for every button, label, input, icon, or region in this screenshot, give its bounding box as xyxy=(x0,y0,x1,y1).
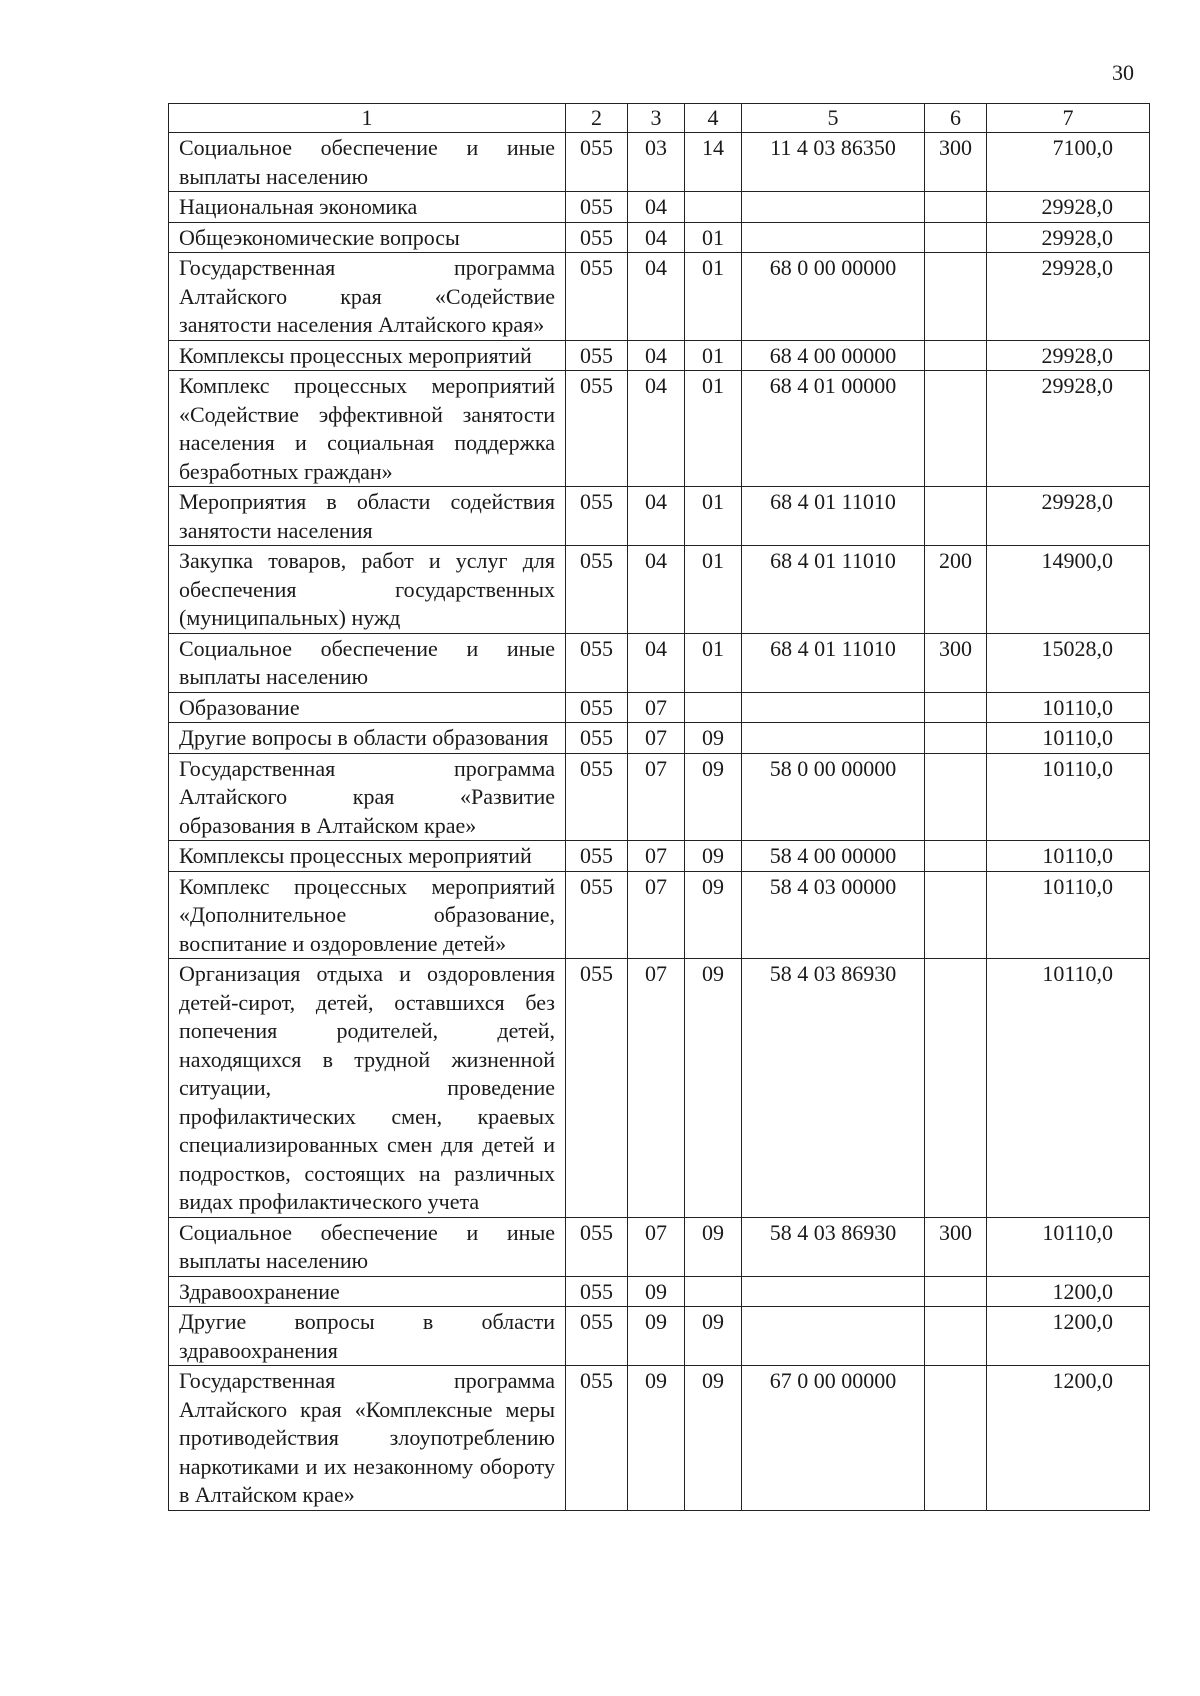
row-target-article-cell: 58 4 03 00000 xyxy=(742,871,925,959)
row-section-cell: 09 xyxy=(628,1307,685,1366)
row-target-article-cell: 11 4 03 86350 xyxy=(742,133,925,192)
row-code-cell: 055 xyxy=(566,192,628,223)
table-row xyxy=(169,371,1150,487)
row-subsection-cell: 01 xyxy=(685,371,742,487)
row-code-cell: 055 xyxy=(566,371,628,487)
table-row xyxy=(169,1366,1150,1511)
budget-table xyxy=(168,103,1150,1511)
table-row xyxy=(169,546,1150,634)
row-code-cell: 055 xyxy=(566,133,628,192)
row-code-cell: 055 xyxy=(566,222,628,253)
row-expense-type-cell xyxy=(925,192,987,223)
row-amount-cell: 15028,0 xyxy=(987,633,1150,692)
row-code-cell: 055 xyxy=(566,633,628,692)
row-section-cell: 04 xyxy=(628,192,685,223)
row-name-cell: Национальная экономика xyxy=(169,192,566,223)
table-row xyxy=(169,723,1150,754)
row-amount-cell: 10110,0 xyxy=(987,959,1150,1218)
row-amount-cell: 29928,0 xyxy=(987,253,1150,341)
row-expense-type-cell: 300 xyxy=(925,133,987,192)
row-section-cell: 07 xyxy=(628,1217,685,1276)
row-subsection-cell: 01 xyxy=(685,340,742,371)
table-row xyxy=(169,753,1150,841)
row-expense-type-cell xyxy=(925,841,987,872)
column-header: 3 xyxy=(628,104,685,133)
row-expense-type-cell xyxy=(925,371,987,487)
row-name-cell: Комплексы процессных мероприятий xyxy=(169,841,566,872)
row-target-article-cell: 68 4 01 11010 xyxy=(742,546,925,634)
row-subsection-cell: 09 xyxy=(685,959,742,1218)
row-name-cell: Государственная программа Алтайского края «Развитие образования в Алтайском крае» xyxy=(169,753,566,841)
page-number: 30 xyxy=(1112,60,1134,85)
row-target-article-cell: 58 4 00 00000 xyxy=(742,841,925,872)
table-row xyxy=(169,192,1150,223)
row-name-cell: Социальное обеспечение и иные выплаты населению xyxy=(169,133,566,192)
row-expense-type-cell xyxy=(925,340,987,371)
row-section-cell: 07 xyxy=(628,723,685,754)
row-name-cell: Социальное обеспечение и иные выплаты населению xyxy=(169,633,566,692)
row-code-cell: 055 xyxy=(566,487,628,546)
column-header: 6 xyxy=(925,104,987,133)
row-code-cell: 055 xyxy=(566,723,628,754)
column-header: 7 xyxy=(987,104,1150,133)
column-header: 1 xyxy=(169,104,566,133)
row-subsection-cell xyxy=(685,192,742,223)
row-subsection-cell xyxy=(685,692,742,723)
table-header-row xyxy=(169,104,1150,133)
row-amount-cell: 29928,0 xyxy=(987,371,1150,487)
row-expense-type-cell xyxy=(925,692,987,723)
row-target-article-cell: 67 0 00 00000 xyxy=(742,1366,925,1511)
row-amount-cell: 1200,0 xyxy=(987,1276,1150,1307)
table-row xyxy=(169,633,1150,692)
table-row xyxy=(169,692,1150,723)
row-name-cell: Общеэкономические вопросы xyxy=(169,222,566,253)
row-subsection-cell: 09 xyxy=(685,1307,742,1366)
row-code-cell: 055 xyxy=(566,753,628,841)
row-target-article-cell: 68 4 00 00000 xyxy=(742,340,925,371)
row-code-cell: 055 xyxy=(566,871,628,959)
row-amount-cell: 1200,0 xyxy=(987,1366,1150,1511)
row-expense-type-cell xyxy=(925,1276,987,1307)
table-row xyxy=(169,340,1150,371)
row-section-cell: 04 xyxy=(628,253,685,341)
row-amount-cell: 10110,0 xyxy=(987,871,1150,959)
row-target-article-cell: 68 4 01 00000 xyxy=(742,371,925,487)
row-section-cell: 04 xyxy=(628,633,685,692)
row-subsection-cell: 09 xyxy=(685,871,742,959)
row-subsection-cell: 09 xyxy=(685,1366,742,1511)
row-name-cell: Комплекс процессных мероприятий «Содействие эффективной занятости населения и социальная поддержка безработных граждан» xyxy=(169,371,566,487)
row-target-article-cell: 58 0 00 00000 xyxy=(742,753,925,841)
row-section-cell: 04 xyxy=(628,222,685,253)
row-expense-type-cell xyxy=(925,723,987,754)
row-target-article-cell xyxy=(742,1307,925,1366)
row-name-cell: Мероприятия в области содействия занятости населения xyxy=(169,487,566,546)
row-code-cell: 055 xyxy=(566,1217,628,1276)
row-expense-type-cell xyxy=(925,1366,987,1511)
row-code-cell: 055 xyxy=(566,959,628,1218)
table-row xyxy=(169,1307,1150,1366)
table-row xyxy=(169,133,1150,192)
table-row xyxy=(169,1217,1150,1276)
row-amount-cell: 10110,0 xyxy=(987,723,1150,754)
row-subsection-cell: 09 xyxy=(685,753,742,841)
row-section-cell: 04 xyxy=(628,546,685,634)
row-expense-type-cell: 200 xyxy=(925,546,987,634)
row-name-cell: Здравоохранение xyxy=(169,1276,566,1307)
table-row xyxy=(169,487,1150,546)
row-expense-type-cell xyxy=(925,487,987,546)
row-code-cell: 055 xyxy=(566,1276,628,1307)
row-name-cell: Государственная программа Алтайского края «Содействие занятости населения Алтайского края» xyxy=(169,253,566,341)
row-target-article-cell xyxy=(742,192,925,223)
row-code-cell: 055 xyxy=(566,692,628,723)
row-amount-cell: 29928,0 xyxy=(987,340,1150,371)
row-subsection-cell xyxy=(685,1276,742,1307)
row-amount-cell: 10110,0 xyxy=(987,841,1150,872)
row-expense-type-cell: 300 xyxy=(925,1217,987,1276)
row-name-cell: Комплексы процессных мероприятий xyxy=(169,340,566,371)
row-amount-cell: 29928,0 xyxy=(987,487,1150,546)
row-expense-type-cell xyxy=(925,222,987,253)
row-section-cell: 09 xyxy=(628,1366,685,1511)
column-header: 4 xyxy=(685,104,742,133)
row-target-article-cell xyxy=(742,723,925,754)
row-amount-cell: 7100,0 xyxy=(987,133,1150,192)
row-code-cell: 055 xyxy=(566,841,628,872)
row-target-article-cell: 68 0 00 00000 xyxy=(742,253,925,341)
row-target-article-cell: 68 4 01 11010 xyxy=(742,633,925,692)
table-row xyxy=(169,871,1150,959)
table-row xyxy=(169,959,1150,1218)
row-section-cell: 04 xyxy=(628,371,685,487)
row-expense-type-cell: 300 xyxy=(925,633,987,692)
row-amount-cell: 1200,0 xyxy=(987,1307,1150,1366)
row-name-cell: Социальное обеспечение и иные выплаты населению xyxy=(169,1217,566,1276)
row-expense-type-cell xyxy=(925,871,987,959)
row-expense-type-cell xyxy=(925,753,987,841)
table-row xyxy=(169,253,1150,341)
row-target-article-cell: 58 4 03 86930 xyxy=(742,1217,925,1276)
row-amount-cell: 10110,0 xyxy=(987,753,1150,841)
row-subsection-cell: 14 xyxy=(685,133,742,192)
row-section-cell: 04 xyxy=(628,340,685,371)
row-expense-type-cell xyxy=(925,253,987,341)
row-amount-cell: 10110,0 xyxy=(987,1217,1150,1276)
row-amount-cell: 29928,0 xyxy=(987,192,1150,223)
table-row xyxy=(169,1276,1150,1307)
row-expense-type-cell xyxy=(925,1307,987,1366)
row-name-cell: Образование xyxy=(169,692,566,723)
row-target-article-cell: 58 4 03 86930 xyxy=(742,959,925,1218)
row-subsection-cell: 09 xyxy=(685,1217,742,1276)
row-section-cell: 07 xyxy=(628,692,685,723)
column-header: 5 xyxy=(742,104,925,133)
row-name-cell: Другие вопросы в области здравоохранения xyxy=(169,1307,566,1366)
row-target-article-cell: 68 4 01 11010 xyxy=(742,487,925,546)
row-subsection-cell: 09 xyxy=(685,723,742,754)
column-header: 2 xyxy=(566,104,628,133)
row-subsection-cell: 01 xyxy=(685,546,742,634)
row-code-cell: 055 xyxy=(566,546,628,634)
row-amount-cell: 10110,0 xyxy=(987,692,1150,723)
row-section-cell: 07 xyxy=(628,753,685,841)
row-target-article-cell xyxy=(742,692,925,723)
row-subsection-cell: 01 xyxy=(685,222,742,253)
row-code-cell: 055 xyxy=(566,253,628,341)
row-name-cell: Комплекс процессных мероприятий «Дополнительное образование, воспитание и оздоровление детей» xyxy=(169,871,566,959)
row-expense-type-cell xyxy=(925,959,987,1218)
row-section-cell: 07 xyxy=(628,871,685,959)
row-target-article-cell xyxy=(742,1276,925,1307)
row-code-cell: 055 xyxy=(566,1366,628,1511)
row-code-cell: 055 xyxy=(566,340,628,371)
row-section-cell: 03 xyxy=(628,133,685,192)
row-subsection-cell: 01 xyxy=(685,633,742,692)
row-amount-cell: 14900,0 xyxy=(987,546,1150,634)
row-name-cell: Закупка товаров, работ и услуг для обеспечения государственных (муниципальных) нужд xyxy=(169,546,566,634)
row-name-cell: Другие вопросы в области образования xyxy=(169,723,566,754)
row-amount-cell: 29928,0 xyxy=(987,222,1150,253)
table-row xyxy=(169,841,1150,872)
row-subsection-cell: 09 xyxy=(685,841,742,872)
row-name-cell: Государственная программа Алтайского края «Комплексные меры противодействия злоупотреблению наркотиками и их незаконному обороту в Алтайском крае» xyxy=(169,1366,566,1511)
row-code-cell: 055 xyxy=(566,1307,628,1366)
row-name-cell: Организация отдыха и оздоровления детей-сирот, детей, оставшихся без попечения родителей, детей, находящихся в трудной жизненной ситуации, проведение профилактических смен, краевых специализированных смен для детей и подростков, состоящих на различных видах профилактического учета xyxy=(169,959,566,1218)
row-section-cell: 07 xyxy=(628,841,685,872)
row-subsection-cell: 01 xyxy=(685,487,742,546)
row-section-cell: 07 xyxy=(628,959,685,1218)
row-target-article-cell xyxy=(742,222,925,253)
row-section-cell: 09 xyxy=(628,1276,685,1307)
row-subsection-cell: 01 xyxy=(685,253,742,341)
table-row xyxy=(169,222,1150,253)
row-section-cell: 04 xyxy=(628,487,685,546)
